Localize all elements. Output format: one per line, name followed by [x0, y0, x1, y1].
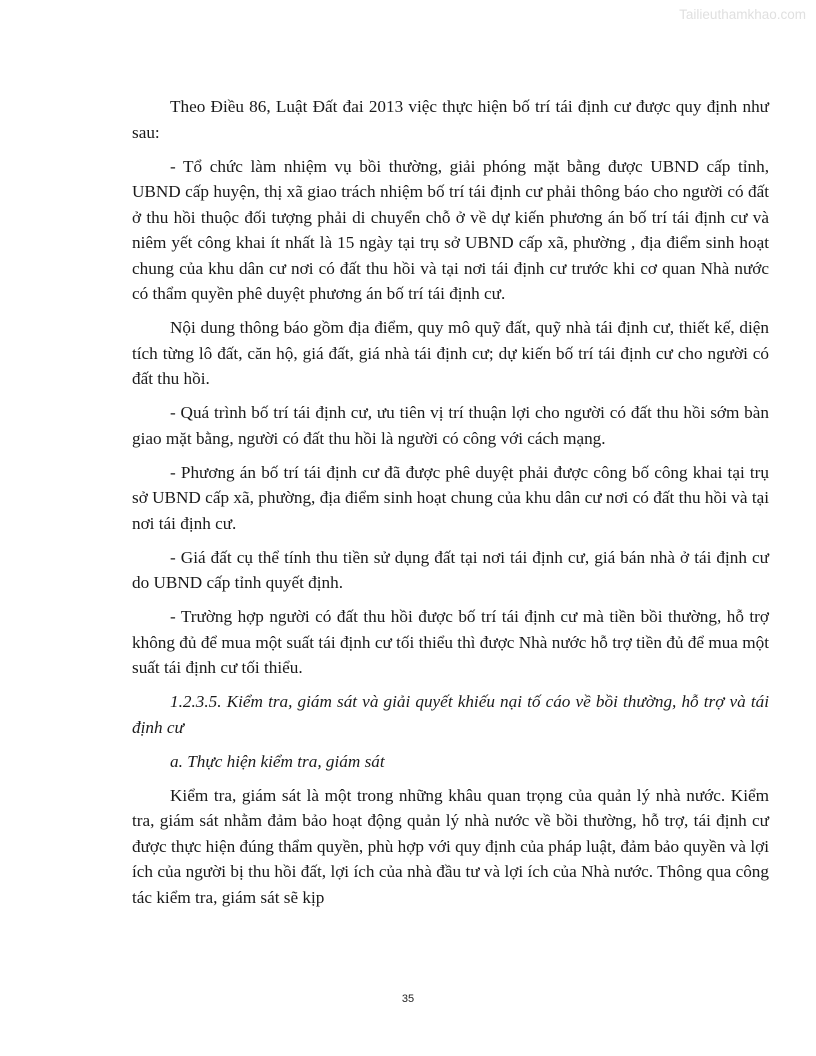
paragraph-priority: - Quá trình bố trí tái định cư, ưu tiên vị trí thuận lợi cho người có đất thu hồi sớm bàn giao mặt bằng, người có đất thu hồi là người có công với cách mạng.: [132, 403, 769, 448]
paragraph-land-price: - Giá đất cụ thể tính thu tiền sử dụng đất tại nơi tái định cư, giá bán nhà ở tái định cư do UBND cấp tỉnh quyết định.: [132, 547, 769, 592]
paragraph-support: - Trường hợp người có đất thu hồi được bố trí tái định cư mà tiền bồi thường, hỗ trợ không đủ để mua một suất tái định cư tối thiểu thì được Nhà nước hỗ trợ tiền đủ để mua một suất tái định cư tối thiểu.: [132, 607, 769, 677]
paragraph-publication: - Phương án bố trí tái định cư đã được phê duyệt phải được công bố công khai tại trụ sở UBND cấp xã, phường, địa điểm sinh hoạt chung của khu dân cư nơi có đất thu hồi và tại nơi tái định cư.: [132, 462, 769, 533]
sub-heading: a. Thực hiện kiểm tra, giám sát: [170, 751, 385, 771]
paragraph-content: Nội dung thông báo gồm địa điểm, quy mô quỹ đất, quỹ nhà tái định cư, thiết kế, diện tích từng lô đất, căn hộ, giá đất, giá nhà tái định cư; dự kiến bố trí tái định cư cho người có đất thu hồi.: [132, 318, 769, 388]
document-body: [132, 94, 769, 919]
paragraph-intro: Theo Điều 86, Luật Đất đai 2013 việc thực hiện bố trí tái định cư được quy định như sau:: [132, 97, 769, 142]
section-heading: 1.2.3.5. Kiểm tra, giám sát và giải quyết khiếu nại tố cáo về bồi thường, hỗ trợ và tái định cư: [132, 692, 769, 737]
watermark: Tailieuthamkhao.com: [679, 7, 806, 22]
paragraph-notification: - Tổ chức làm nhiệm vụ bồi thường, giải phóng mặt bằng được UBND cấp tỉnh, UBND cấp huyện, thị xã giao trách nhiệm bố trí tái định cư phải thông báo cho người có đất ở thu hồi thuộc đối tượng phải di chuyển chỗ ở về dự kiến phương án bố trí tái định cư và niêm yết công khai ít nhất là 15 ngày tại trụ sở UBND cấp xã, phường , địa điểm sinh hoạt chung của khu dân cư nơi có đất thu hồi và tại nơi tái định cư trước khi cơ quan Nhà nước có thẩm quyền phê duyệt phương án bố trí tái định cư.: [132, 156, 769, 303]
page-number: 35: [401, 993, 415, 1005]
paragraph-inspection: Kiểm tra, giám sát là một trong những khâu quan trọng của quản lý nhà nước. Kiểm tra, giám sát nhằm đảm bảo hoạt động quản lý nhà nước về bồi thường, hỗ trợ, tái định cư được thực hiện đúng thẩm quyền, phù hợp với quy định của pháp luật, đảm bảo quyền và lợi ích của người bị thu hồi đất, lợi ích của nhà đầu tư và lợi ích của Nhà nước. Thông qua công tác kiểm tra, giám sát sẽ kịp: [132, 785, 769, 907]
